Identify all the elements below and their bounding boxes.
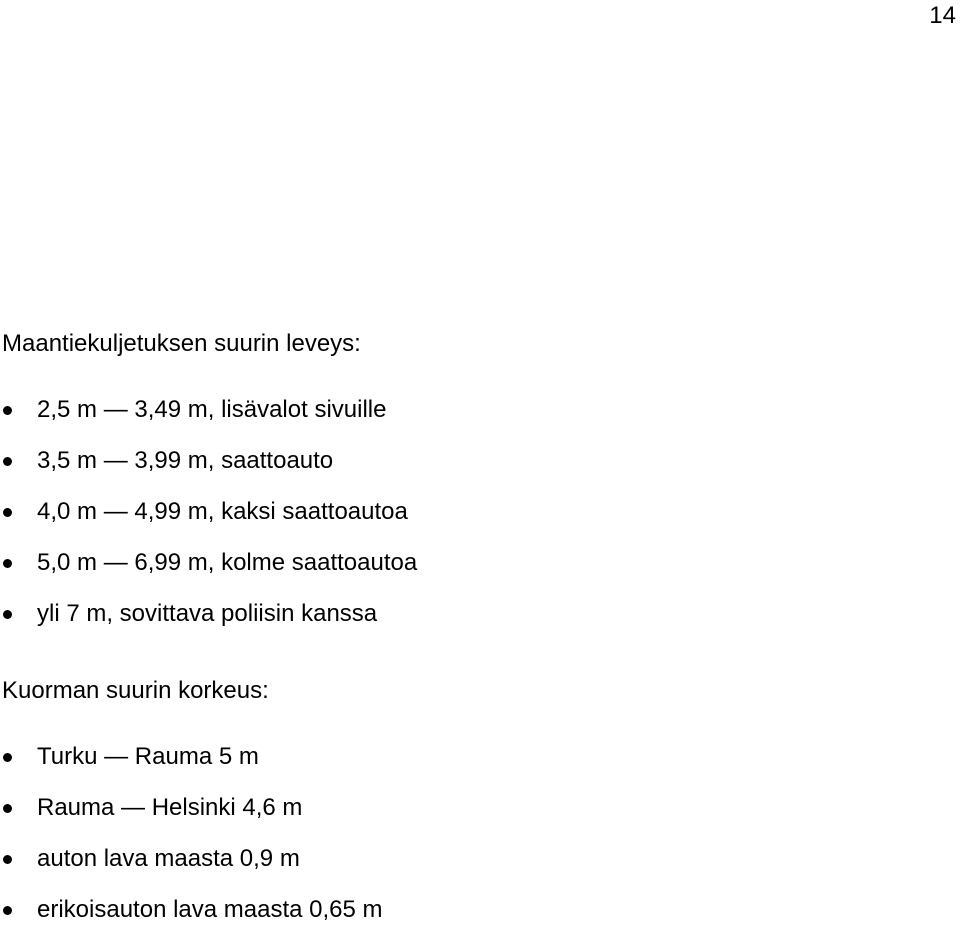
width-section-heading: Maantiekuljetuksen suurin leveys:	[2, 330, 361, 357]
list-item-text: Rauma — Helsinki 4,6 m	[37, 794, 303, 821]
list-item-text: 4,0 m — 4,99 m, kaksi saattoautoa	[37, 498, 408, 525]
bullet-icon	[3, 559, 12, 568]
bullet-icon	[3, 906, 12, 915]
bullet-icon	[3, 753, 12, 762]
list-item-text: 5,0 m — 6,99 m, kolme saattoautoa	[37, 549, 418, 576]
list-item-text: Turku — Rauma 5 m	[37, 743, 259, 770]
bullet-icon	[3, 610, 12, 619]
list-item-text: auton lava maasta 0,9 m	[37, 845, 300, 872]
page-number: 14	[929, 2, 956, 29]
bullet-icon	[3, 406, 12, 415]
list-item-text: 3,5 m — 3,99 m, saattoauto	[37, 447, 334, 474]
bullet-icon	[3, 804, 12, 813]
list-item-text: yli 7 m, sovittava poliisin kanssa	[37, 600, 378, 627]
list-item-text: 2,5 m — 3,49 m, lisävalot sivuille	[37, 396, 387, 423]
bullet-icon	[3, 508, 12, 517]
list-item-text: erikoisauton lava maasta 0,65 m	[37, 896, 383, 923]
bullet-icon	[3, 457, 12, 466]
height-section-heading: Kuorman suurin korkeus:	[2, 677, 269, 704]
bullet-icon	[3, 855, 12, 864]
